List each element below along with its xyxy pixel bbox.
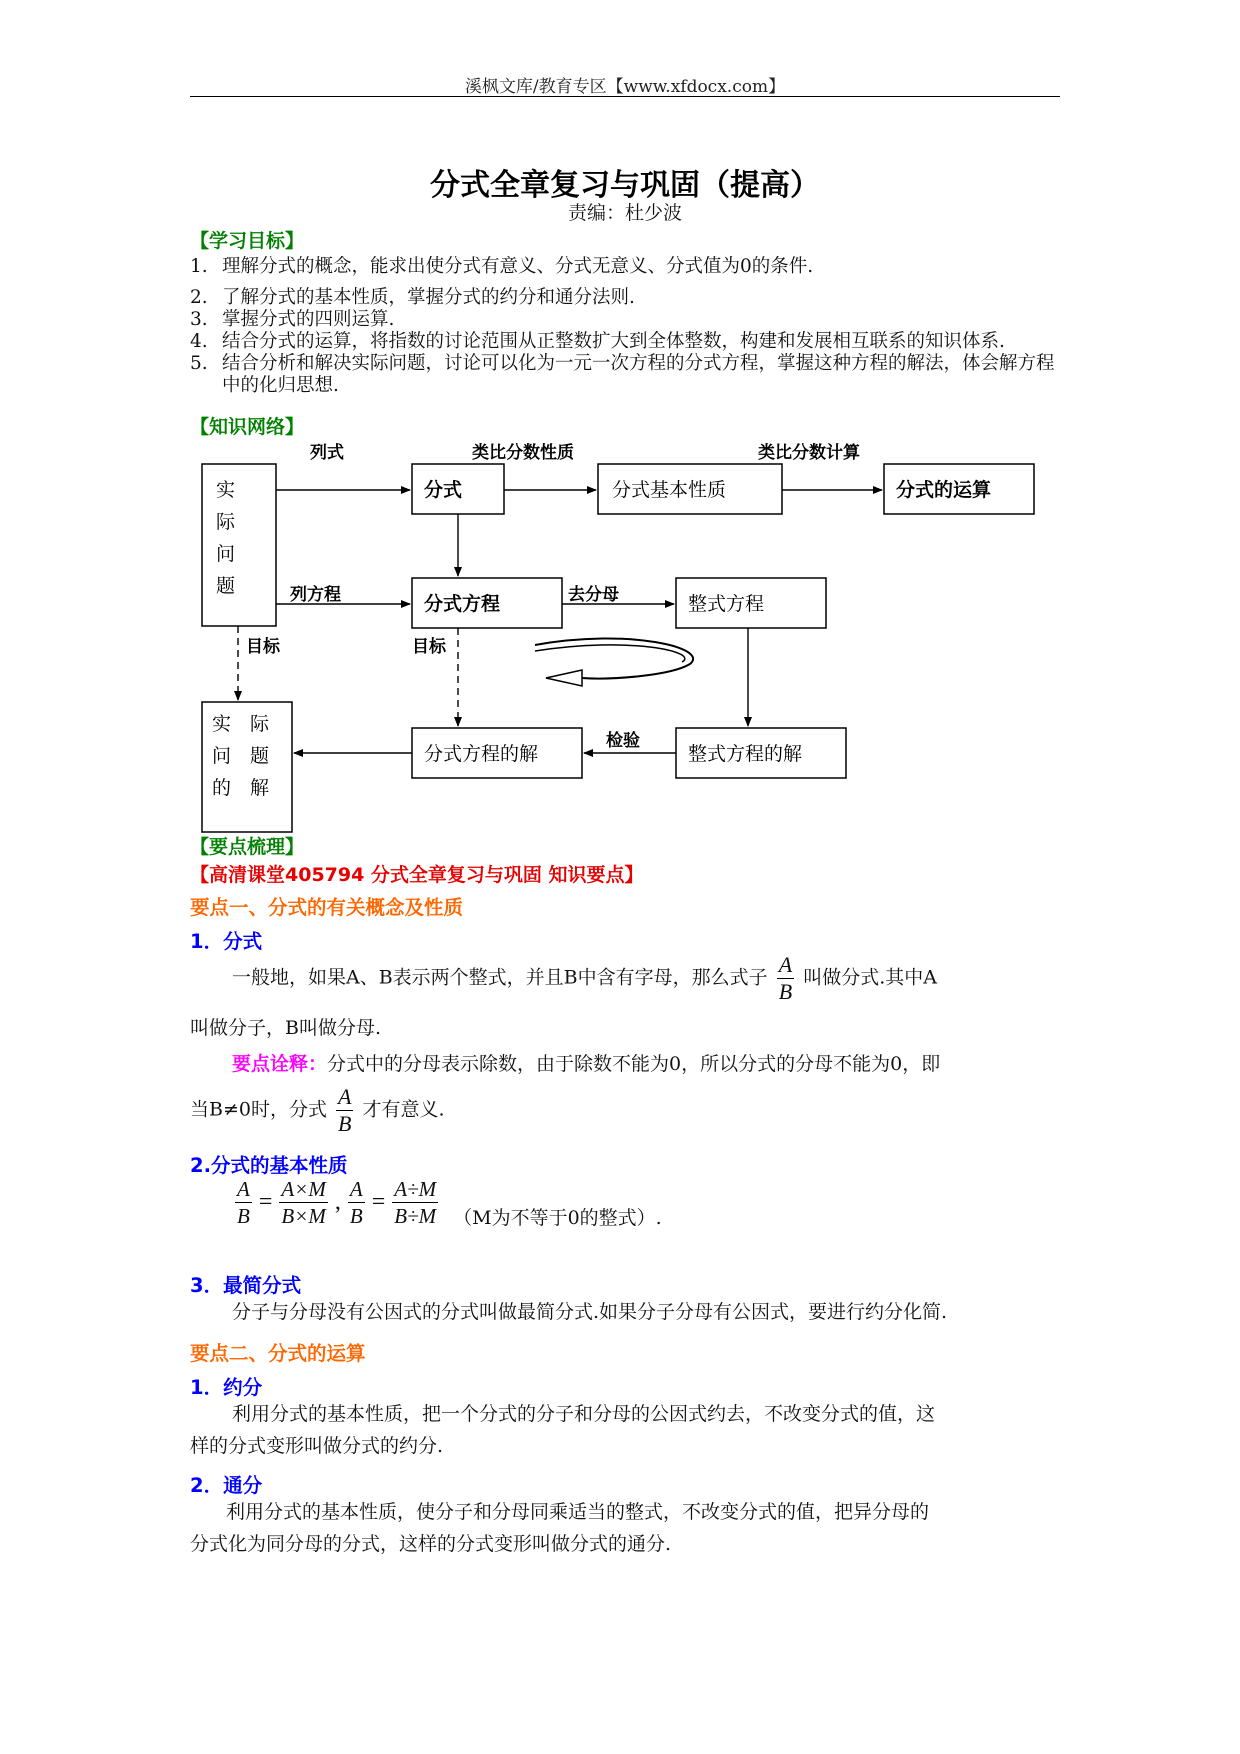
goal-text: 结合分式的运算，将指数的讨论范围从正整数扩大到全体整数，构建和发展相互联系的知识体系. xyxy=(222,331,1005,352)
goal-number: 3. xyxy=(190,309,208,330)
goal-text: 理解分式的概念，能求出使分式有意义、分式无意义、分式值为0的条件. xyxy=(222,256,814,277)
goal-item xyxy=(190,331,1070,353)
numerator: A xyxy=(237,1177,250,1201)
point2-sub2-heading: 2．通分 xyxy=(190,1474,263,1497)
label-answer-char: 题 xyxy=(250,745,270,767)
basic-property-formula xyxy=(232,1176,662,1229)
common-denominator-line2: 分式化为同分母的分式，这样的分式变形叫做分式的通分. xyxy=(190,1533,672,1555)
label-problem-char: 际 xyxy=(216,511,236,533)
fraction-definition-line2: 叫做分子，B叫做分母. xyxy=(190,1017,382,1039)
numerator: A xyxy=(338,1084,352,1109)
numerator: A xyxy=(349,1177,363,1201)
box-practical-problem xyxy=(202,464,276,626)
note-text: 分式中的分母表示除数，由于除数不能为0，所以分式的分母不能为0，即 xyxy=(327,1053,941,1075)
note-line1 xyxy=(232,1048,1072,1081)
denominator: B xyxy=(338,1111,352,1136)
definition-text: 叫做分式.其中A xyxy=(803,966,937,989)
label-answer-char: 实 xyxy=(212,713,232,735)
point1-sub3-heading: 3．最简分式 xyxy=(190,1274,302,1297)
note-line2 xyxy=(190,1084,445,1137)
fraction-a-over-b xyxy=(348,1176,365,1229)
label-operation: 分式的运算 xyxy=(896,479,992,501)
fraction-a-over-b xyxy=(235,1176,252,1229)
label-equation: 分式方程 xyxy=(424,593,501,615)
page-header: 溪枫文库/教育专区【www.xfdocx.com】 xyxy=(464,77,786,97)
edge-label-lieshi: 列式 xyxy=(310,443,344,463)
fraction-am-over-bm xyxy=(279,1176,328,1229)
fraction-a-over-b xyxy=(777,952,794,1005)
edge-label-qu-fenmu: 去分母 xyxy=(568,585,619,605)
goals-heading: 【学习目标】 xyxy=(190,230,305,252)
label-answer-char: 问 xyxy=(212,745,232,767)
goal-number: 1. xyxy=(190,256,208,277)
formula-note: （M为不等于0的整式）. xyxy=(453,1207,662,1229)
goal-text: 掌握分式的四则运算. xyxy=(222,309,395,330)
edge-label-check: 检验 xyxy=(606,731,640,751)
goal-text: 结合分析和解决实际问题，讨论可以化为一元一次方程的分式方程，掌握这种方程的解法，体会解方程中的化归思想. xyxy=(222,353,1055,396)
numerator: A×M xyxy=(281,1177,326,1201)
point1-heading: 要点一、分式的有关概念及性质 xyxy=(190,896,464,919)
goal-item xyxy=(190,287,1070,309)
edge-label-target-left: 目标 xyxy=(246,637,280,657)
reduction-line1: 利用分式的基本性质，把一个分式的分子和分母的公因式约去，不改变分式的值，这 xyxy=(232,1403,936,1425)
curved-arrow-inner xyxy=(535,645,685,662)
denominator: B×M xyxy=(281,1204,326,1228)
point2-heading: 要点二、分式的运算 xyxy=(190,1342,366,1365)
lesson-reference: 【高清课堂405794 分式全章复习与巩固 知识要点】 xyxy=(190,864,644,886)
note-text: 当B≠0时，分式 xyxy=(190,1098,327,1121)
goal-item xyxy=(190,256,1070,278)
common-denominator-line1: 利用分式的基本性质，使分子和分母同乘适当的整式，不改变分式的值，把异分母的 xyxy=(226,1501,930,1523)
note-text: 才有意义. xyxy=(362,1098,445,1121)
label-equation-solution: 分式方程的解 xyxy=(424,743,539,765)
document-title: 分式全章复习与巩固（提高） xyxy=(430,168,820,203)
point2-sub1-heading: 1．约分 xyxy=(190,1376,263,1399)
goal-number: 4. xyxy=(190,331,208,352)
goal-item xyxy=(190,309,1070,331)
numerator: A÷M xyxy=(394,1177,437,1201)
label-problem-char: 题 xyxy=(216,575,236,597)
editor-line: 责编：杜少波 xyxy=(567,202,682,224)
label-answer-char: 际 xyxy=(250,713,270,735)
edge-label-lie-fangcheng: 列方程 xyxy=(290,585,341,605)
goal-number: 2. xyxy=(190,287,208,308)
header-rule xyxy=(190,96,1060,97)
goal-number: 5. xyxy=(190,353,208,374)
edge-label-compute: 类比分数计算 xyxy=(758,443,860,463)
goal-text: 了解分式的基本性质，掌握分式的约分和通分法则. xyxy=(222,287,635,308)
fraction-a-div-m-over-b-div-m xyxy=(392,1176,438,1229)
denominator: B÷M xyxy=(394,1204,437,1228)
fraction-a-over-b xyxy=(336,1084,353,1137)
goal-item xyxy=(190,353,1070,397)
label-property: 分式基本性质 xyxy=(612,479,727,501)
denominator: B xyxy=(778,979,793,1004)
definition-text: 一般地，如果A、B表示两个整式，并且B中含有字母，那么式子 xyxy=(232,966,768,989)
edge-label-property: 类比分数性质 xyxy=(472,443,574,463)
denominator: B xyxy=(237,1204,250,1228)
equals-sign: = xyxy=(371,1189,386,1215)
point1-sub1-heading: 1．分式 xyxy=(190,930,263,953)
label-answer-char: 解 xyxy=(250,777,270,799)
label-answer-char: 的 xyxy=(212,777,232,799)
knowledge-network-diagram xyxy=(190,440,1070,840)
curved-arrow-head xyxy=(546,670,582,686)
label-fraction: 分式 xyxy=(424,479,463,501)
goals-list xyxy=(190,256,1070,397)
note-label: 要点诠释： xyxy=(232,1053,328,1075)
denominator: B xyxy=(349,1204,363,1228)
reduction-line2: 样的分式变形叫做分式的约分. xyxy=(190,1435,444,1457)
fraction-definition-line1 xyxy=(232,952,1072,1005)
numerator: A xyxy=(778,952,793,977)
equals-sign: = xyxy=(258,1189,273,1215)
label-integral-equation: 整式方程 xyxy=(688,593,765,615)
network-heading: 【知识网络】 xyxy=(190,416,305,438)
label-integral-solution: 整式方程的解 xyxy=(688,743,803,765)
simplest-fraction-text: 分子与分母没有公因式的分式叫做最简分式.如果分子分母有公因式，要进行约分化简. xyxy=(232,1301,948,1323)
label-problem-char: 实 xyxy=(216,479,236,501)
point1-sub2-heading: 2.分式的基本性质 xyxy=(190,1154,348,1177)
comma: , xyxy=(334,1189,341,1215)
points-heading: 【要点梳理】 xyxy=(190,836,305,858)
label-problem-char: 问 xyxy=(216,543,236,565)
edge-label-target-middle: 目标 xyxy=(412,637,446,657)
